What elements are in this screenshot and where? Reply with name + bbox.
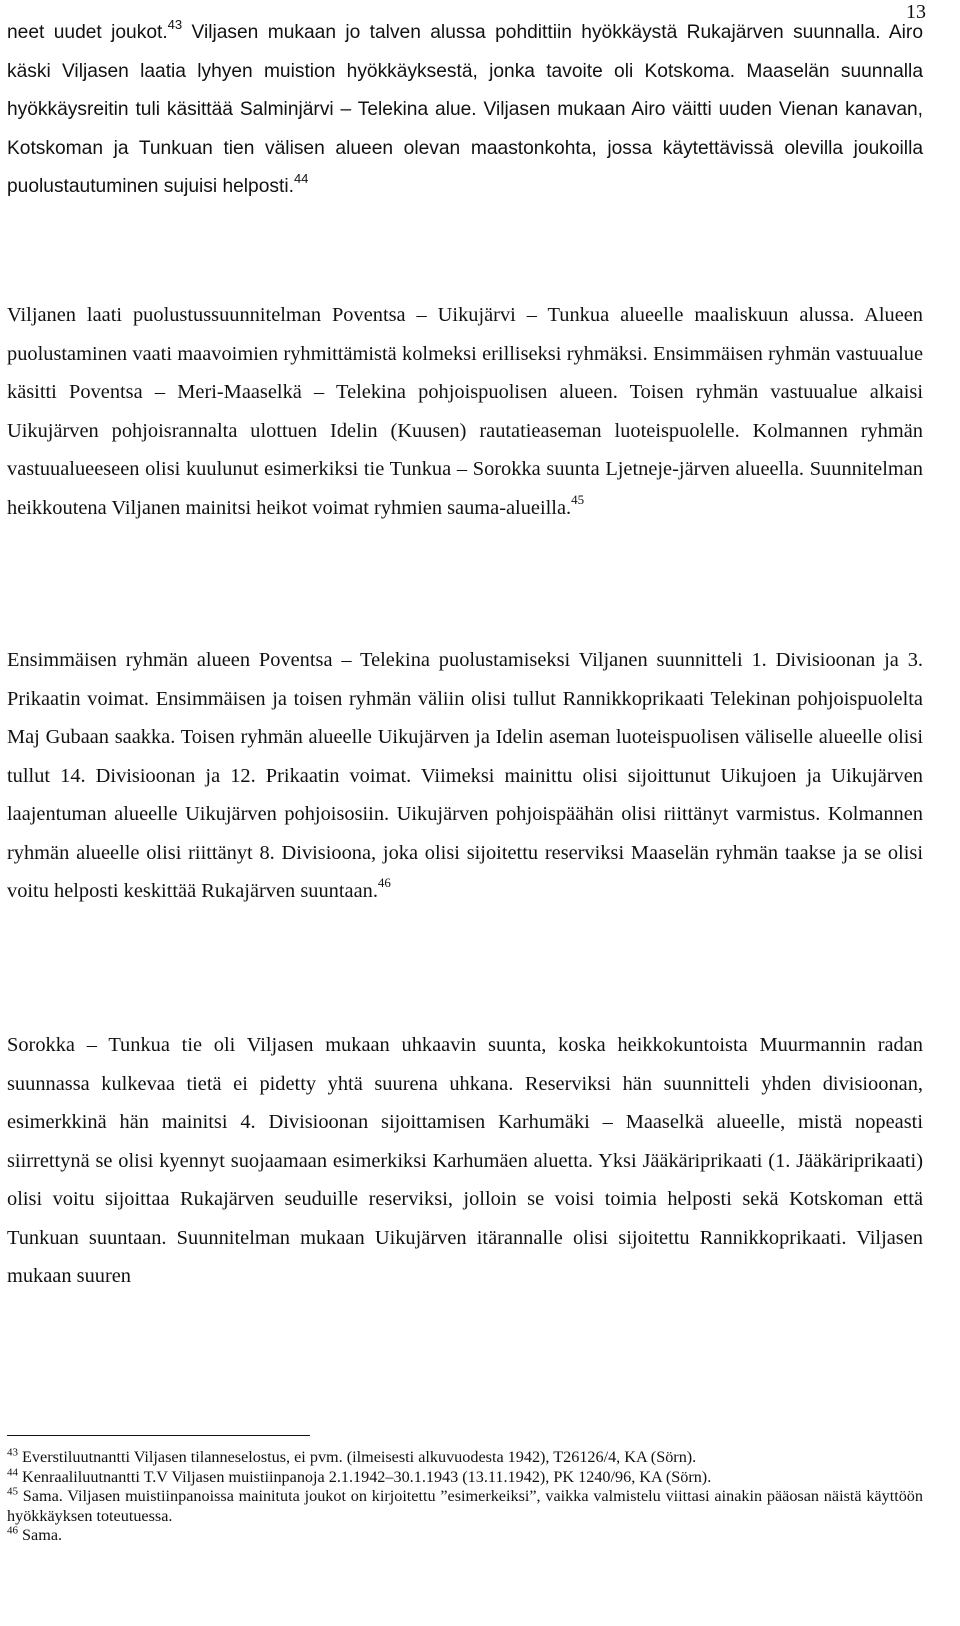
body-paragraph-4-container	[7, 1026, 923, 1296]
body-paragraph-2	[7, 296, 923, 527]
footnote-divider	[7, 1435, 310, 1436]
footnotes	[7, 1448, 923, 1546]
body-paragraph-3	[7, 641, 923, 911]
footnote-45	[7, 1487, 923, 1526]
footnote-text: Sama. Viljasen muistiinpanoissa mainituta joukot on kirjoitettu ”esimerkeiksi”, vaikka valmistelu viittasi ainakin pääosan näistä käyttöön hyökkäyksen toteutuessa.	[7, 1487, 923, 1525]
body-paragraph-1-container	[7, 14, 923, 207]
footnote-ref-44[interactable]: 44	[293, 170, 309, 186]
footnote-44	[7, 1468, 923, 1488]
footnote-text: Everstiluutnantti Viljasen tilanneselostus, ei pvm. (ilmeisesti alkuvuodesta 1942), T26126/4, KA (Sörn).	[18, 1448, 697, 1466]
footnote-ref-45[interactable]: 45	[571, 491, 585, 507]
body-paragraph-4	[7, 1026, 923, 1296]
paragraph-text: Viljasen mukaan jo talven alussa pohdittiin hyökkäystä Rukajärven suunnalla. Airo käski Viljasen laatia lyhyen muistion hyökkäyksestä, jonka tavoite oli Kotskoma. Maaselän suunnalla hyökkäysreitin tuli käsittää Salminjärvi – Telekina alue. Viljasen mukaan Airo väitti uuden Vienan kanavan, Kotskoman ja Tunkuan tien välisen alueen olevan maastonkohta, jossa käytettävissä olevilla joukoilla puolustautuminen sujuisi helposti.	[7, 22, 923, 197]
footnote-ref-43[interactable]: 43	[167, 16, 183, 32]
footnote-number: 45	[7, 1485, 18, 1498]
body-paragraph-3-container	[7, 641, 923, 911]
footnote-number: 46	[7, 1524, 18, 1537]
footnote-46	[7, 1526, 923, 1546]
page-number: 13	[906, 1, 926, 23]
paragraph-text: neet uudet joukot.	[7, 22, 168, 43]
paragraph-text: Sorokka – Tunkua tie oli Viljasen mukaan uhkaavin suunta, koska heikkokuntoista Muurmannin radan suunnassa kulkevaa tietä ei pidetty yhtä suurena uhkana. Reserviksi hän suunnitteli yhden divisioonan, esimerkkinä hän mainitsi 4. Divisioonan sijoittamisen Karhumäki – Maaselkä alueelle, mistä nopeasti siirrettynä se olisi kyennyt suojaamaan esimerkiksi Karhumäen aluetta. Yksi Jääkäriprikaati (1. Jääkäriprikaati) olisi voitu sijoittaa Rukajärven seuduille reserviksi, jolloin se voisi toimia helposti sekä Kotskoman että Tunkuan suuntaan. Suunnitelman mukaan Uikujärven itärannalle olisi sijoitettu Rannikkoprikaati. Viljasen mukaan suuren	[7, 1034, 923, 1287]
footnote-text: Sama.	[18, 1526, 63, 1544]
body-paragraph-1	[7, 14, 923, 207]
footnote-number: 43	[7, 1446, 18, 1459]
paragraph-text: Ensimmäisen ryhmän alueen Poventsa – Telekina puolustamiseksi Viljanen suunnitteli 1. Divisioonan ja 3. Prikaatin voimat. Ensimmäisen ja toisen ryhmän väliin olisi tullut Rannikkoprikaati Telekinan pohjoispuolelta Maj Gubaan saakka. Toisen ryhmän alueelle Uikujärven ja Idelin aseman luoteispuolisen väliselle alueelle olisi tullut 14. Divisioonan ja 12. Prikaatin voimat. Viimeksi mainittu olisi sijoittunut Uikujoen ja Uikujärven laajentuman alueelle Uikujärven pohjoisosiin. Uikujärven pohjoispäähän olisi riittänyt varmistus. Kolmannen ryhmän alueelle olisi riittänyt 8. Divisioona, joka olisi sijoitettu reserviksi Maaselän ryhmän taakse ja se olisi voitu helposti keskittää Rukajärven suuntaan.	[7, 649, 923, 902]
footnote-43	[7, 1448, 923, 1468]
paragraph-text: Viljanen laati puolustussuunnitelman Poventsa – Uikujärvi – Tunkua alueelle maaliskuun alussa. Alueen puolustaminen vaati maavoimien ryhmittämistä kolmeksi erilliseksi ryhmäksi. Ensimmäisen ryhmän vastuualue käsitti Poventsa – Meri-Maaselkä – Telekina pohjoispuolisen alueen. Toisen ryhmän vastuualue alkaisi Uikujärven pohjoisrannalta ulottuen Idelin (Kuusen) rautatieaseman luoteispuolelle. Kolmannen ryhmän vastuualueeseen olisi kuulunut esimerkiksi tie Tunkua – Sorokka suunta Ljetneje-järven alueella. Suunnitelman heikkoutena Viljanen mainitsi heikot voimat ryhmien sauma-alueilla.	[7, 304, 923, 519]
footnote-text: Kenraaliluutnantti T.V Viljasen muistiinpanoja 2.1.1942–30.1.1943 (13.11.1942), PK 1240/96, KA (Sörn).	[18, 1467, 712, 1486]
footnote-ref-46[interactable]: 46	[377, 875, 391, 891]
body-paragraph-2-container	[7, 296, 923, 527]
footnote-number: 44	[7, 1466, 18, 1479]
